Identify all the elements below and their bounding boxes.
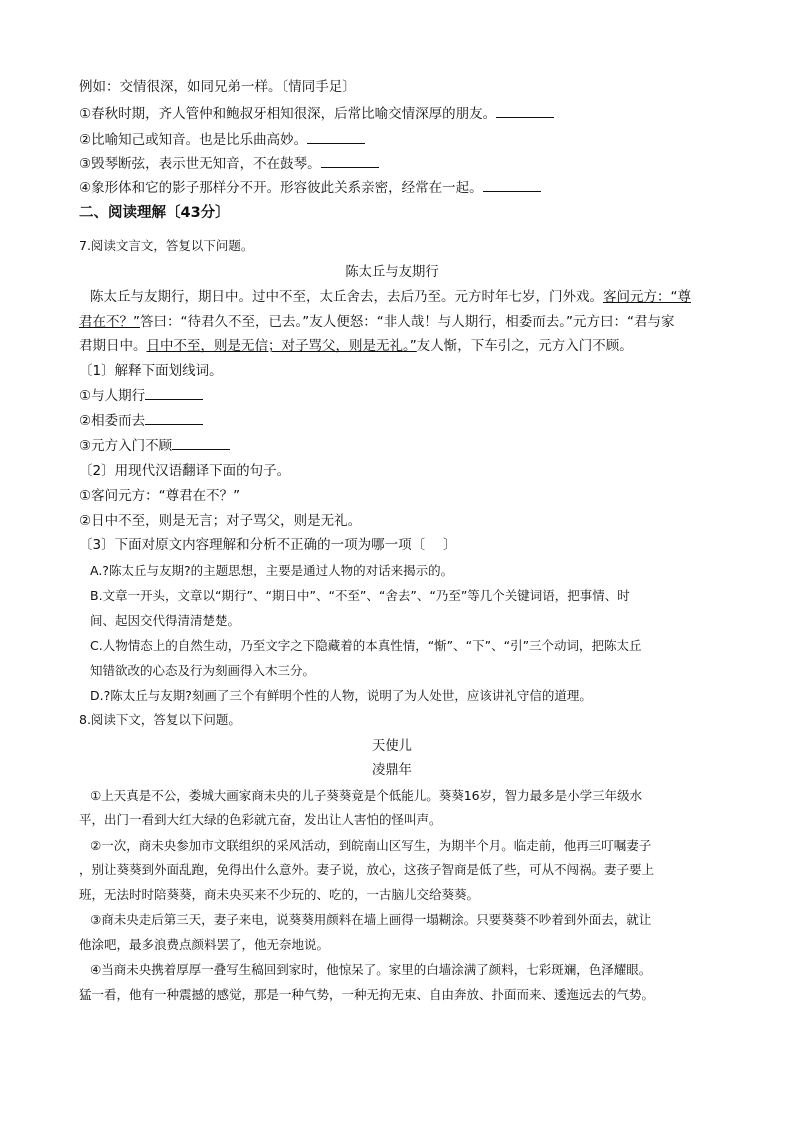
story-paragraph-3: 他涂吧，最多浪费点颜料罢了，他无奈地说。 (79, 937, 330, 952)
word-text: ①与人期行 (79, 388, 146, 404)
underlined-text: 君在不？” (79, 314, 140, 330)
story-title: 天使儿 (372, 738, 412, 754)
story-paragraph-3: ③商未央走后第三天，妻子来电，说葵葵用颜料在墙上画得一塌糊涂。只要葵葵不吵着到外面去，就让 (90, 912, 652, 927)
passage-text: 陈太丘与友期行，期日中。过中不至，太丘舍去，去后乃至。元方时年七岁，门外戏。 (90, 289, 603, 305)
option-d: D.?陈太丘与友期?刻画了三个有鲜明个性的人物，说明了为人处世，应该讲礼守信的道理。 (90, 688, 592, 703)
passage-title: 陈太丘与友期行 (345, 264, 439, 280)
word-text: ③元方入门不顾 (79, 438, 173, 454)
option-c-line-2: 知错欲改的心态及行为刻画得入木三分。 (90, 663, 316, 678)
idiom-question-3-text: ③毁琴断弦，表示世无知音，不在鼓琴。 (79, 156, 321, 172)
translate-item-1: ①客问元方：“尊君在不？” (79, 488, 241, 504)
answer-blank[interactable] (321, 154, 379, 168)
passage-line (79, 336, 633, 356)
word-item-2 (79, 411, 203, 431)
story-paragraph-2: 班，无法时时陪葵葵，商未央买来不少玩的、吃的，一古脑儿交给葵葵。 (79, 887, 480, 902)
question-7-prompt: 7.阅读文言文，答复以下问题。 (79, 238, 254, 253)
passage-line (90, 287, 691, 307)
idiom-question-2 (79, 130, 365, 150)
answer-blank[interactable] (483, 178, 541, 192)
subquestion-3: 〔3〕下面对原文内容理解和分析不正确的一项为哪一项〔 〕 (79, 537, 457, 553)
section-heading: 二、阅读理解〔43分〕 (79, 205, 230, 221)
story-author: 凌鼎年 (372, 762, 412, 778)
story-paragraph-1: ①上天真是不公，娄城大画家商未央的儿子葵葵竟是个低能儿。葵葵16岁，智力最多是小学三年级水 (90, 788, 643, 803)
idiom-question-2-text: ②比喻知己或知音。也是比乐曲高妙。 (79, 132, 308, 148)
story-paragraph-4: ④当商未央携着厚厚一叠写生稿回到家时，他惊呆了。家里的白墙涂满了颜料，七彩斑斓，色泽耀眼。 (90, 962, 652, 977)
translate-item-2: ②日中不至，则是无言；对子骂父，则是无礼。 (79, 513, 362, 529)
underlined-text: 日中不至，则是无信；对子骂父，则是无礼。” (146, 338, 417, 354)
idiom-question-3 (79, 154, 379, 174)
story-paragraph-4: 猛一看，他有一种震撼的感觉，那是一种气势，一种无拘无束、自由奔放、扑面而来、逶迤远去的气势。 (79, 987, 655, 1002)
option-b-line-1: B.文章一开头，文章以“期行”、“期日中”、“不至”、“舍去”、“乃至”等几个关键词语，把事情、时 (90, 588, 630, 603)
option-a: A.?陈太丘与友期?的主题思想，主要是通过人物的对话来揭示的。 (90, 563, 454, 578)
word-item-1 (79, 386, 203, 406)
word-text: ②相委而去 (79, 413, 146, 429)
question-8-prompt: 8.阅读下文，答复以下问题。 (79, 712, 241, 727)
passage-text: 答曰：“待君久不至，已去。”友人便怒：“非人哉！与人期行，相委而去。”元方曰：“君与家 (140, 314, 675, 330)
idiom-question-4 (79, 178, 541, 198)
answer-blank[interactable] (172, 436, 230, 450)
answer-blank[interactable] (307, 130, 365, 144)
story-paragraph-2: ，别让葵葵到外面乱跑，免得出什么意外。妻子说，放心，这孩子智商是低了些，可从不闯祸。妻子要上 (79, 862, 655, 877)
idiom-question-4-text: ④象形体和它的影子那样分不开。形容彼此关系亲密，经常在一起。 (79, 180, 483, 196)
subquestion-1: 〔1〕解释下面划线词。 (79, 363, 223, 379)
story-paragraph-2: ②一次，商未央参加市文联组织的采风活动，到皖南山区写生，为期半个月。临走前，他再三叮嘱妻子 (90, 838, 652, 853)
subquestion-2: 〔2〕用现代汉语翻译下面的句子。 (79, 463, 291, 479)
idiom-question-1-text: ①春秋时期，齐人管仲和鲍叔牙相知很深，后常比喻交情深厚的朋友。 (79, 106, 497, 122)
option-c-line-1: C.人物情态上的自然生动，乃至文字之下隐藏着的本真性情，“惭”、“下”、“引”三个动词，把陈太丘 (90, 638, 642, 653)
idiom-question-1 (79, 104, 554, 124)
word-item-3 (79, 436, 230, 456)
passage-line (79, 312, 674, 332)
answer-blank[interactable] (145, 411, 203, 425)
story-paragraph-1: 平，出门一看到大红大绿的色彩就亢奋，发出让人害怕的怪叫声。 (79, 812, 442, 827)
passage-text: 友人惭，下车引之，元方入门不顾。 (416, 338, 633, 354)
example-line: 例如：交情很深，如同兄弟一样。〔情同手足〕 (79, 79, 356, 95)
underlined-text: 客问元方：“尊 (603, 289, 691, 305)
answer-blank[interactable] (496, 104, 554, 118)
answer-blank[interactable] (145, 386, 203, 400)
passage-text: 君期日中。 (79, 338, 147, 354)
option-b-line-2: 间、起因交代得清清楚楚。 (90, 613, 241, 628)
